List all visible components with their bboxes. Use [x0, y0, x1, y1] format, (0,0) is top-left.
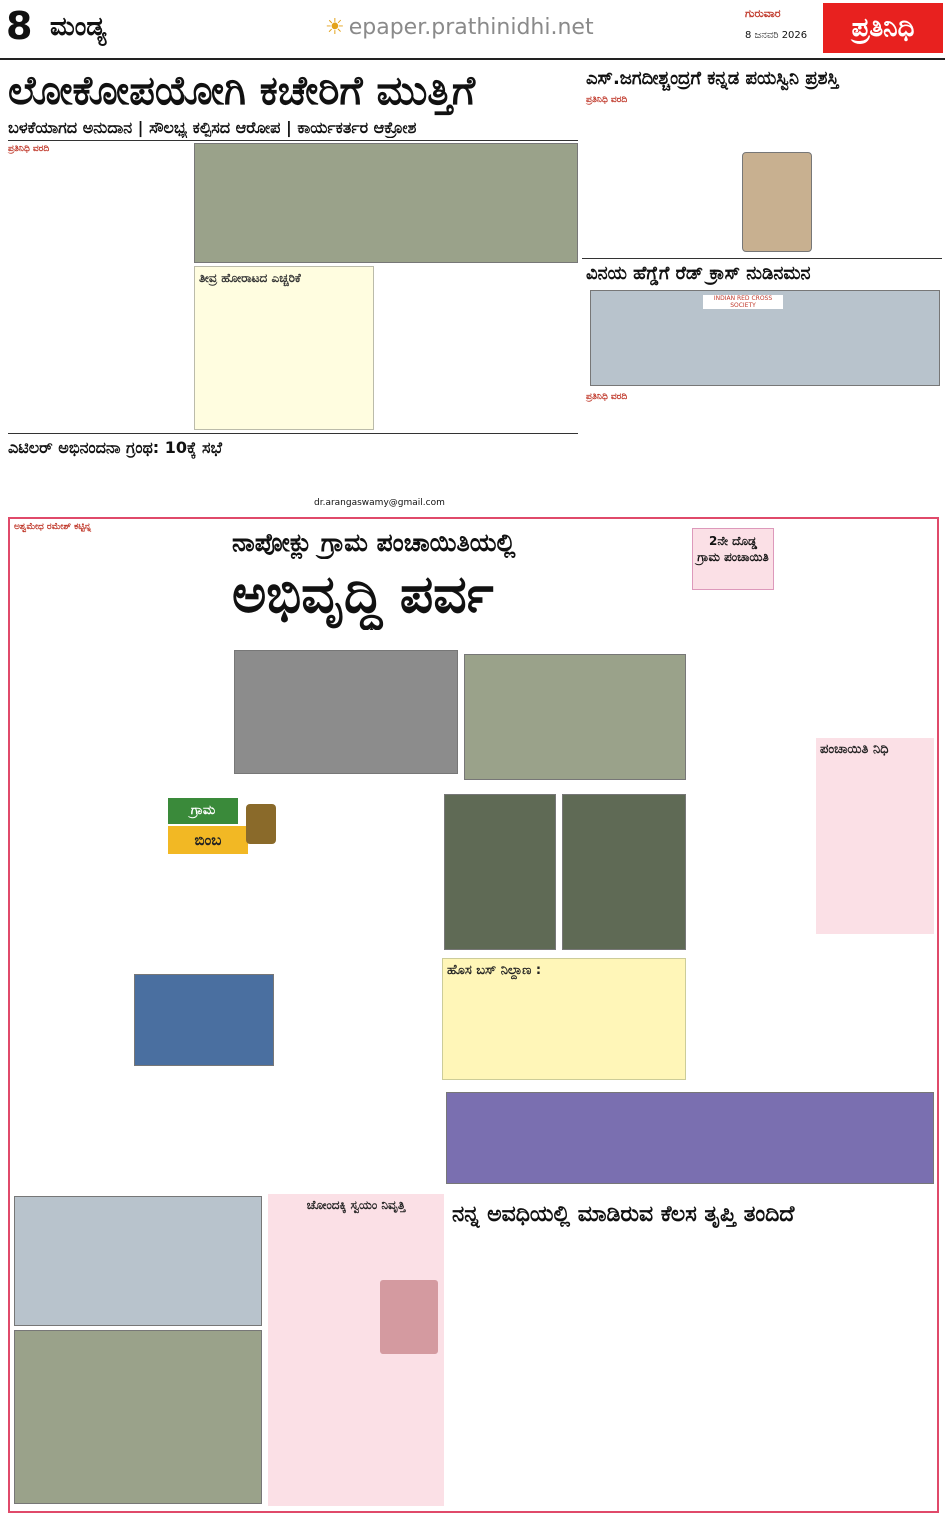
- feature-retire-box: [268, 1194, 444, 1506]
- story3-body-col2: [766, 404, 940, 508]
- feature-bus-title: ಹೊಸ ಬಸ್ ನಿಲ್ದಾಣ :: [447, 963, 542, 978]
- story4-body-col2: [314, 437, 578, 495]
- story2-body-col3: [818, 152, 940, 256]
- section-name: ಮಂಡ್ಯ: [50, 12, 107, 42]
- feature-body-col2a: [284, 798, 434, 968]
- feature-photo-bus-shelter[interactable]: [134, 974, 274, 1066]
- feature-body-col5b: [694, 624, 934, 734]
- issue-day: ಗುರುವಾರ: [745, 7, 781, 20]
- story1-body-col2: [380, 266, 578, 430]
- story2-headline: ಎಸ್.ಜಗದೀಶ್ಚಂದ್ರಗೆ ಕನ್ನಡ ಪಯಸ್ವಿನಿ ಪ್ರಶಸ್ತಿ: [586, 68, 839, 89]
- story2-rule: [582, 258, 942, 259]
- story3-byline: ಪ್ರತಿನಿಧಿ ವರದಿ: [586, 392, 628, 402]
- story1-headline: ಲೋಕೋಪಯೋಗಿ ಕಚೇರಿಗೆ ಮುತ್ತಿಗೆ: [8, 68, 476, 114]
- feature-body-col5c: [694, 736, 812, 942]
- page-number: 8: [6, 4, 33, 48]
- feature-body-bottom-col1: [452, 1236, 688, 1506]
- feature-body-col2narrow: [232, 858, 280, 974]
- feature-body-col3: [284, 970, 434, 1166]
- story1-photo[interactable]: [194, 143, 578, 263]
- story1-caption-title: ತೀವ್ರ ಹೋರಾಟದ ಎಚ್ಚರಿಕೆ: [199, 271, 301, 285]
- feature-fund-box: [816, 738, 934, 934]
- story1-caption-box: [194, 266, 374, 430]
- grama-bimba-logo: [168, 798, 278, 856]
- feature-body-col5a: [780, 522, 934, 620]
- feature-retire-portrait: [380, 1280, 438, 1354]
- feature-bus-box: [442, 958, 686, 1080]
- feature-body-col1b: [14, 1098, 130, 1192]
- story2-body-col2: [742, 107, 940, 149]
- grama-bimba-logo-bottom: ಬಿಂಬ: [168, 826, 248, 854]
- feature-body-col5d: [694, 944, 934, 1084]
- story3-photo[interactable]: [590, 290, 940, 386]
- story1-byline: ಪ್ರತಿನಿಧಿ ವರದಿ: [8, 144, 50, 154]
- story1-rule: [8, 140, 578, 141]
- story1-subhead: ಬಳಕೆಯಾಗದ ಅನುದಾನ | ಸೌಲಭ್ಯ ಕಲ್ಪಿಸದ ಆರೋಪ | ಕಾರ್ಯಕರ್ತರ ಆಕ್ರೋಶ: [8, 118, 417, 137]
- story4-body-col1: [8, 460, 308, 510]
- story3-headline: ವಿನಯ ಹೆಗ್ಡೆಗೆ ರೆಡ್ ಕ್ರಾಸ್ ನುಡಿನಮನ: [586, 263, 811, 284]
- story2-byline: ಪ್ರತಿನಿಧಿ ವರದಿ: [586, 95, 628, 105]
- story4-rule: [8, 433, 578, 434]
- feature-headline-top: ನಾಪೋಕ್ಲು ಗ್ರಾಮ ಪಂಚಾಯಿತಿಯಲ್ಲಿ: [232, 528, 516, 557]
- story3-banner: INDIAN RED CROSS SOCIETY: [703, 295, 783, 309]
- feature-headline-main: ಅಭಿವೃದ್ಧಿ ಪರ್ವ: [232, 565, 494, 625]
- feature-fund-title: ಪಂಚಾಯಿತಿ ನಿಧಿ: [820, 742, 889, 757]
- grama-bimba-logo-top: ಗ್ರಾಮ: [168, 798, 238, 824]
- feature-byline: ಅಶ್ವಮೇಧ ರಮೇಶ್ ಕಟ್ಟಿನ್ನ: [14, 522, 91, 532]
- site-url-text: epaper.prathinidhi.net: [348, 15, 594, 40]
- feature-body-bottom-col2: [694, 1236, 934, 1506]
- feature-photo-women-road[interactable]: [464, 654, 686, 780]
- feature-photo-water-tanks[interactable]: [14, 1196, 262, 1326]
- header-rule: [0, 58, 945, 60]
- story1-body-col1: [8, 158, 188, 430]
- hut-icon: [246, 804, 276, 844]
- story2-portrait[interactable]: [742, 152, 812, 252]
- feature-photo-solar-light[interactable]: [14, 1330, 262, 1504]
- issue-date: 8 ಜನವರಿ 2026: [745, 30, 808, 41]
- site-url[interactable]: [325, 14, 594, 42]
- feature-photo-drain[interactable]: [444, 794, 556, 950]
- feature-photo-group[interactable]: [446, 1092, 934, 1184]
- story3-body-col1: [586, 404, 758, 508]
- story4-email[interactable]: dr.arangaswamy@gmail.com: [314, 498, 445, 508]
- newspaper-logo: ಪ್ರತಿನಿಧಿ: [823, 3, 943, 53]
- feature-photo-well[interactable]: [562, 794, 686, 950]
- sun-icon: ☀: [325, 15, 345, 40]
- feature-photo-road-work[interactable]: [234, 650, 458, 774]
- feature-retire-title: ಚೋಂದಕ್ಕಿ ಸ್ವಯಂ ನಿವೃತ್ತಿ: [306, 1198, 406, 1212]
- story4-headline: ಎಟಿಲರ್ ಅಭಿನಂದನಾ ಗ್ರಂಥ: 10ಕ್ಕೆ ಸಭೆ: [8, 438, 223, 457]
- feature-tag-box: 2ನೇ ದೊಡ್ಡ ಗ್ರಾಮ ಪಂಚಾಯಿತಿ: [692, 528, 774, 590]
- story2-body-col1: [586, 107, 736, 255]
- feature-bottom-headline: ನನ್ನ ಅವಧಿಯಲ್ಲಿ ಮಾಡಿರುವ ಕೆಲಸ ತೃಪ್ತಿ ತಂದಿದೆ: [452, 1202, 795, 1227]
